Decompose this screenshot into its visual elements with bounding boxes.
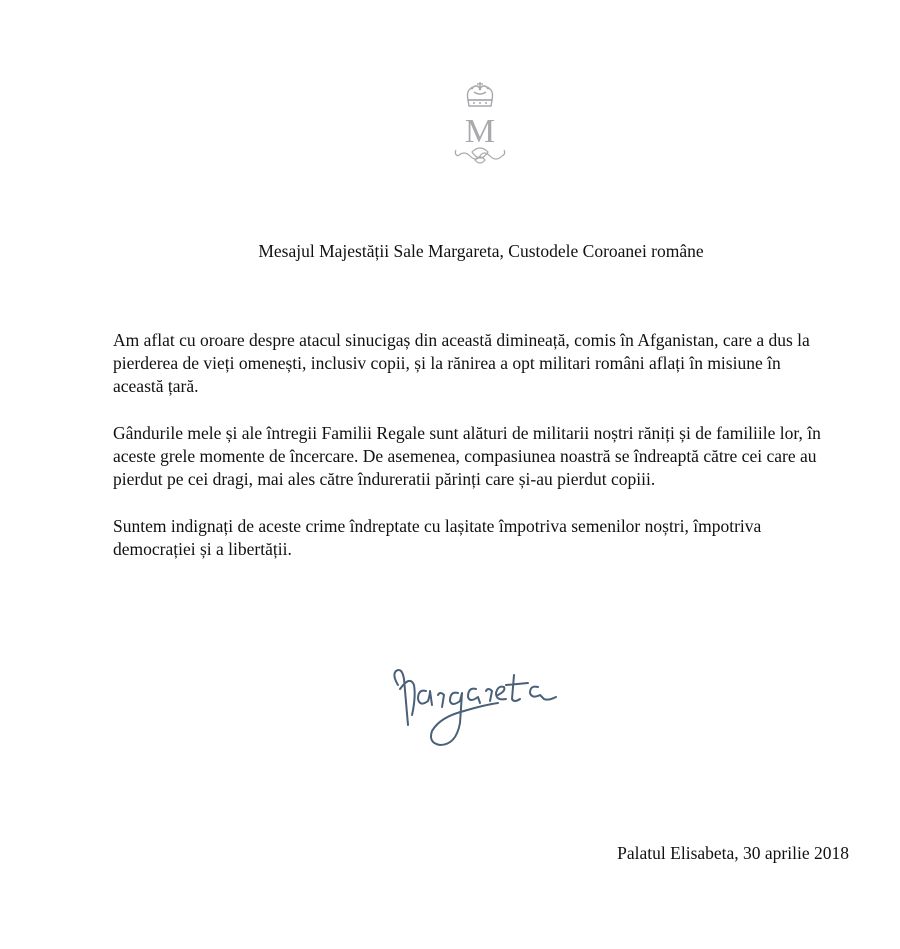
- place-and-date: Palatul Elisabeta, 30 aprilie 2018: [617, 843, 849, 863]
- message-title: Mesajul Majestății Sale Margareta, Custodele Coroanei române: [258, 241, 704, 261]
- royal-monogram-crown-icon: [448, 80, 512, 168]
- message-body: [113, 329, 833, 585]
- monogram-letter: M: [464, 113, 496, 150]
- paragraph-3: Suntem indignați de aceste crime îndreptate cu lașitate împotriva semenilor noștri, împotriva democrației și a libertății.: [113, 516, 762, 559]
- paragraph-1: Am aflat cu oroare despre atacul sinucigaș din această dimineață, comis în Afganistan, care a dus la pierderea de vieți omenești, inclusiv copii, și la rănirea a opt militari români aflați în misiune în această țară.: [113, 330, 810, 396]
- handwritten-signature: [388, 645, 578, 757]
- paragraph-2: Gândurile mele și ale întregii Familii Regale sunt alături de militarii noștri răniți și de familiile lor, în aceste grele momente de încercare. De asemenea, compasiunea noastră se îndreaptă către cei care au pierdut pe cei dragi, mai ales către îndureratii părinți care și-au pierdut copiii.: [113, 423, 821, 489]
